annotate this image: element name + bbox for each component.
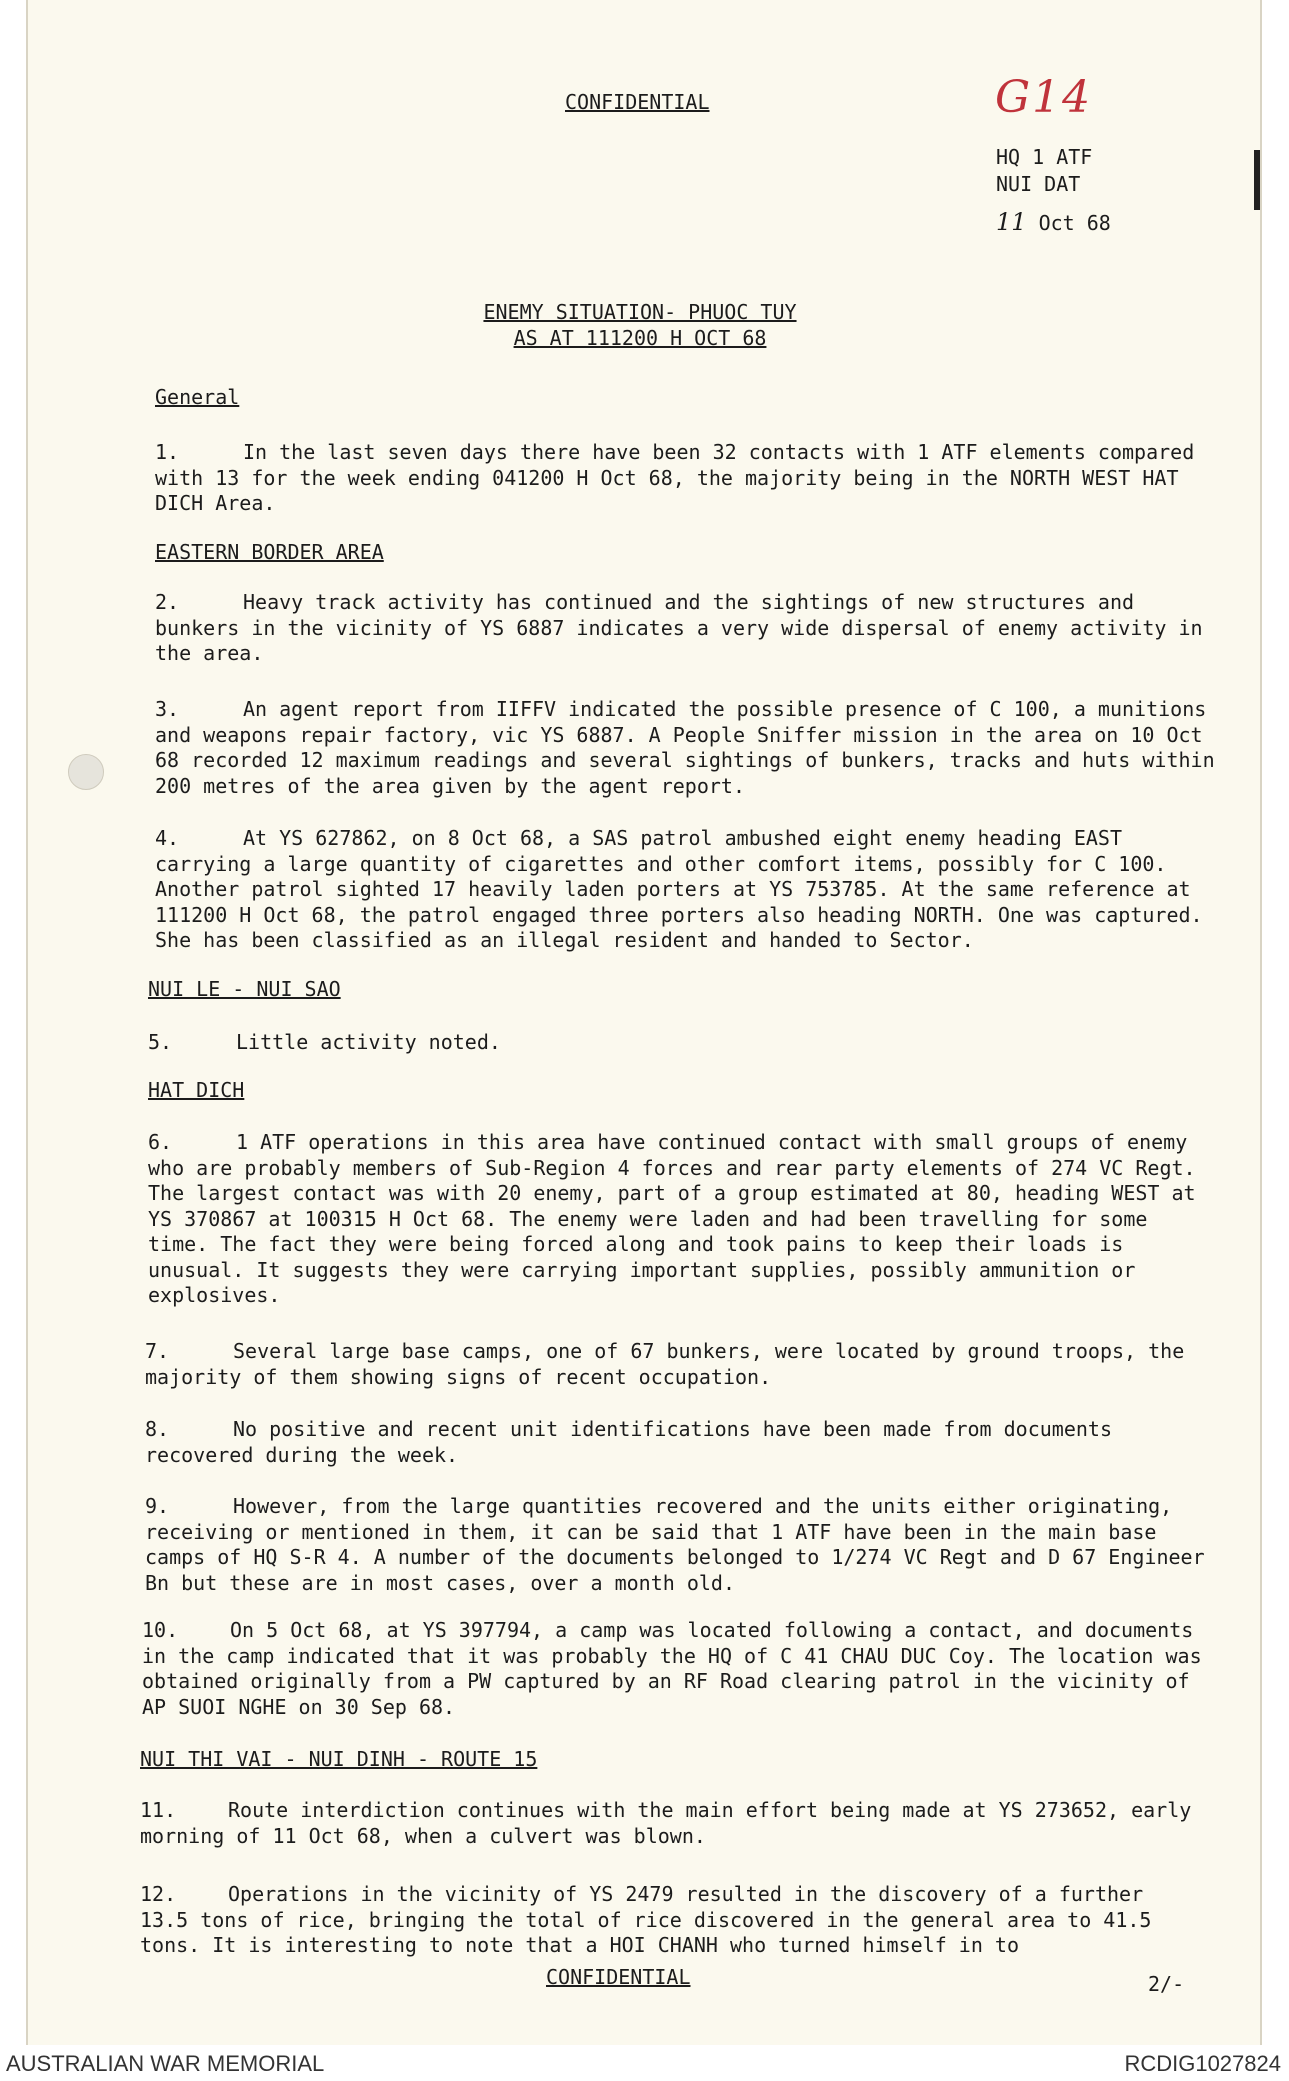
paragraph-1: 1. In the last seven days there have been 32 contacts with 1 ATF elements compared with 13 for the week ending 041200 H Oct 68, the majority being in the NORTH WEST HAT DICH Area.	[155, 440, 1195, 515]
hq-location: NUI DAT	[996, 172, 1081, 196]
document-date	[996, 210, 1111, 236]
paragraph-6: 6. 1 ATF operations in this area have continued contact with small groups of enemy who are probably members of Sub-Region 4 forces and rear party elements of 274 VC Regt. The largest contact was with 20 enemy, part of a group estimated at 80, heading WEST at YS 370867 at 100315 H Oct 68. The enemy were laden and had been travelling for some time. The fact they were being forced along and took pains to keep their loads is unusual. It suggests they were carrying important supplies, possibly ammunition or explosives.	[148, 1130, 1196, 1307]
next-page-marker: 2/-	[1148, 1972, 1185, 1996]
heading-general: General	[155, 385, 240, 409]
heading-nui-thi-vai: NUI THI VAI - NUI DINH - ROUTE 15	[140, 1747, 538, 1771]
report-title: ENEMY SITUATION- PHUOC TUY	[483, 300, 797, 324]
paragraph-3: 3. An agent report from IIFFV indicated the possible presence of C 100, a munitions and weapons repair factory, vic YS 6887. A People Sniffer mission in the area on 10 Oct 68 recorded 12 maximum readings and several sightings of bunkers, tracks and huts within 200 metres of the area given by the agent report.	[155, 697, 1215, 798]
report-subtitle: AS AT 111200 H OCT 68	[513, 326, 767, 350]
classification-top: CONFIDENTIAL	[565, 90, 710, 114]
archive-reference: RCDIG1027824	[1124, 2051, 1281, 2076]
handwritten-reference: G14	[995, 72, 1093, 123]
paragraph-9: 9. However, from the large quantities recovered and the units either originating, receiving or mentioned in them, it can be said that 1 ATF have been in the main base camps of HQ S-R 4. A number of the documents belonged to 1/274 VC Regt and D 67 Engineer Bn but these are in most cases, over a month old.	[145, 1494, 1205, 1595]
paragraph-2: 2. Heavy track activity has continued and the sightings of new structures and bunkers in the vicinity of YS 6887 indicates a very wide dispersal of enemy activity in the area.	[155, 590, 1203, 665]
paragraph-7: 7. Several large base camps, one of 67 bunkers, were located by ground troops, the majority of them showing signs of recent occupation.	[145, 1339, 1185, 1389]
paragraph-11: 11. Route interdiction continues with the main effort being made at YS 273652, early morning of 11 Oct 68, when a culvert was blown.	[140, 1798, 1192, 1848]
archive-name: AUSTRALIAN WAR MEMORIAL	[6, 2051, 325, 2076]
heading-hat-dich: HAT DICH	[148, 1078, 245, 1102]
heading-eastern-border: EASTERN BORDER AREA	[155, 540, 384, 564]
date-handwritten: 11	[996, 208, 1027, 236]
date-typed: Oct 68	[1038, 211, 1111, 235]
paragraph-4: 4. At YS 627862, on 8 Oct 68, a SAS patrol ambushed eight enemy heading EAST carrying a large quantity of cigarettes and other comfort items, possibly for C 100. Another patrol sighted 17 heavily laden porters at YS 753785. At the same reference at 111200 H Oct 68, the patrol engaged three porters also heading NORTH. One was captured. She has been classified as an illegal resident and handed to Sector.	[155, 826, 1203, 952]
classification-bottom: CONFIDENTIAL	[546, 1965, 691, 1989]
paragraph-8: 8. No positive and recent unit identifications have been made from documents recovered during the week.	[145, 1417, 1112, 1467]
sheet-edge-mark	[1254, 150, 1260, 210]
paragraph-5: 5. Little activity noted.	[148, 1030, 501, 1054]
punch-hole	[68, 754, 104, 790]
archive-footer	[0, 2045, 1289, 2081]
hq-designation: HQ 1 ATF	[996, 145, 1093, 169]
paragraph-12: 12. Operations in the vicinity of YS 2479 resulted in the discovery of a further 13.5 tons of rice, bringing the total of rice discovered in the general area to 41.5 tons. It is interesting to note that a HOI CHANH who turned himself in to	[140, 1882, 1152, 1957]
paragraph-10: 10. On 5 Oct 68, at YS 397794, a camp was located following a contact, and documents in the camp indicated that it was probably the HQ of C 41 CHAU DUC Coy. The location was obtained originally from a PW captured by an RF Road clearing patrol in the vicinity of AP SUOI NGHE on 30 Sep 68.	[142, 1618, 1202, 1719]
heading-nui-le: NUI LE - NUI SAO	[148, 977, 341, 1001]
